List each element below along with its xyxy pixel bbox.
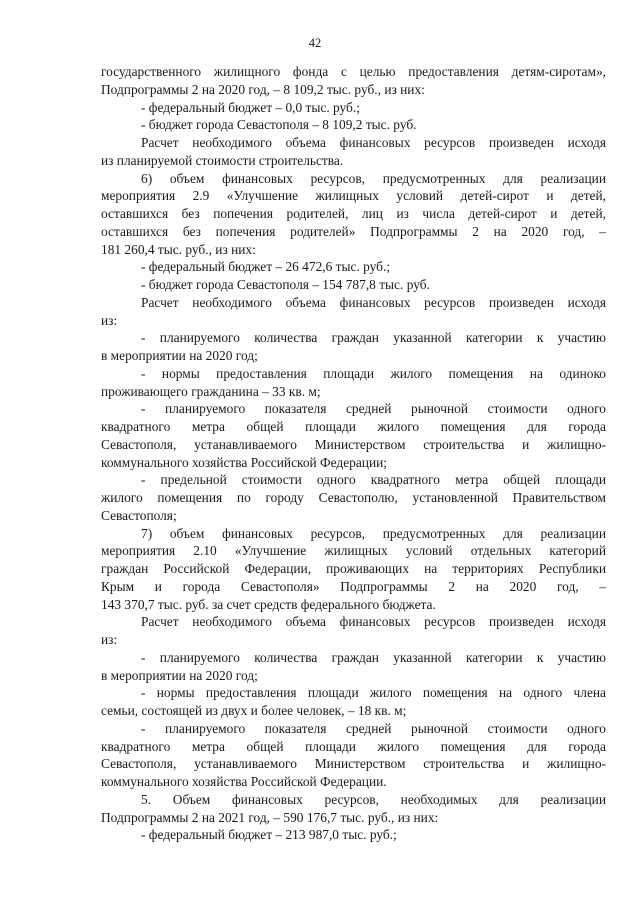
text-line: Подпрограммы 2 на 2020 год, – 8 109,2 тыс. руб., из них:	[101, 81, 425, 97]
text-line: - нормы предоставления площади жилого помещения на одного члена	[141, 685, 606, 701]
text-line: Расчет необходимого объема финансовых ресурсов произведен исходя	[141, 135, 606, 150]
text-line: в мероприятии на 2020 год;	[101, 348, 258, 363]
text-line: - планируемого показателя средней рыночной стоимости одного	[141, 720, 606, 736]
text-line: государственного жилищного фонда с целью предоставления детям-сиротам»,	[101, 64, 606, 79]
text-line: 7) объем финансовых ресурсов, предусмотренных для реализации	[141, 525, 606, 541]
text-line: 6) объем финансовых ресурсов, предусмотренных для реализации	[141, 170, 606, 186]
text-line: Подпрограммы 2 на 2021 год, – 590 176,7 тыс. руб., из них:	[101, 809, 439, 825]
text-line: 5. Объем финансовых ресурсов, необходимых для реализации	[141, 791, 606, 807]
text-line: Севастополя, устанавливаемого Министерством строительства и жилищно-	[101, 436, 606, 452]
text-line: - бюджет города Севастополя – 154 787,8 тыс. руб.	[141, 277, 430, 292]
text-line: коммунального хозяйства Российской Федерации;	[101, 454, 388, 470]
text-line: - планируемого количества граждан указанной категории к участию	[141, 649, 606, 665]
text-line: - предельной стоимости одного квадратного метра общей площади	[141, 472, 606, 488]
text-line: из:	[101, 312, 118, 328]
text-line: мероприятия 2.10 «Улучшение жилищных условий отдельных категорий	[101, 543, 606, 559]
text-line: - бюджет города Севастополя – 8 109,2 тыс. руб.	[141, 117, 417, 133]
document-body	[101, 63, 606, 844]
text-line: оставшихся без попечения родителей, лиц из числа детей-сирот и детей,	[101, 206, 606, 221]
text-line: квадратного метра общей площади жилого помещения для города	[101, 419, 606, 434]
text-line: жилого помещения по городу Севастополю, установленной Правительством	[101, 490, 606, 505]
text-line: Расчет необходимого объема финансовых ресурсов произведен исходя	[141, 614, 606, 630]
text-line: оставшихся без попечения родителей» Подпрограммы 2 на 2020 год, –	[101, 223, 606, 239]
text-line: мероприятия 2.9 «Улучшение жилищных условий детей-сирот и детей,	[101, 188, 606, 204]
text-line: граждан Российской Федерации, проживающих на территориях Республики	[101, 561, 606, 576]
text-line: Расчет необходимого объема финансовых ресурсов произведен исходя	[141, 294, 606, 310]
text-line: - планируемого количества граждан указанной категории к участию	[141, 330, 606, 346]
text-line: - планируемого показателя средней рыночной стоимости одного	[141, 401, 606, 417]
text-line: 143 370,7 тыс. руб. за счет средств федерального бюджета.	[101, 596, 436, 612]
text-line: квадратного метра общей площади жилого помещения для города	[101, 738, 606, 754]
text-line: Крым и города Севастополя» Подпрограммы 2 на 2020 год, –	[101, 578, 606, 594]
text-line: коммунального хозяйства Российской Федерации.	[101, 774, 387, 789]
text-line: - федеральный бюджет – 213 987,0 тыс. руб.;	[141, 827, 397, 843]
text-line: 181 260,4 тыс. руб., из них:	[101, 241, 256, 257]
text-line: - нормы предоставления площади жилого помещения на одиноко	[141, 365, 606, 381]
text-line: Севастополя;	[101, 507, 177, 523]
text-line: - федеральный бюджет – 0,0 тыс. руб.;	[141, 99, 360, 115]
text-line: из:	[101, 632, 118, 647]
text-line: Севастополя, устанавливаемого Министерством строительства и жилищно-	[101, 756, 606, 772]
text-line: проживающего гражданина – 33 кв. м;	[101, 383, 321, 399]
page-number: 42	[308, 36, 322, 50]
text-line: в мероприятии на 2020 год;	[101, 667, 258, 683]
text-line: - федеральный бюджет – 26 472,6 тыс. руб.;	[141, 259, 391, 275]
text-line: из планируемой стоимости строительства.	[101, 152, 344, 168]
text-line: семьи, состоящей из двух и более человек, – 18 кв. м;	[101, 703, 407, 718]
